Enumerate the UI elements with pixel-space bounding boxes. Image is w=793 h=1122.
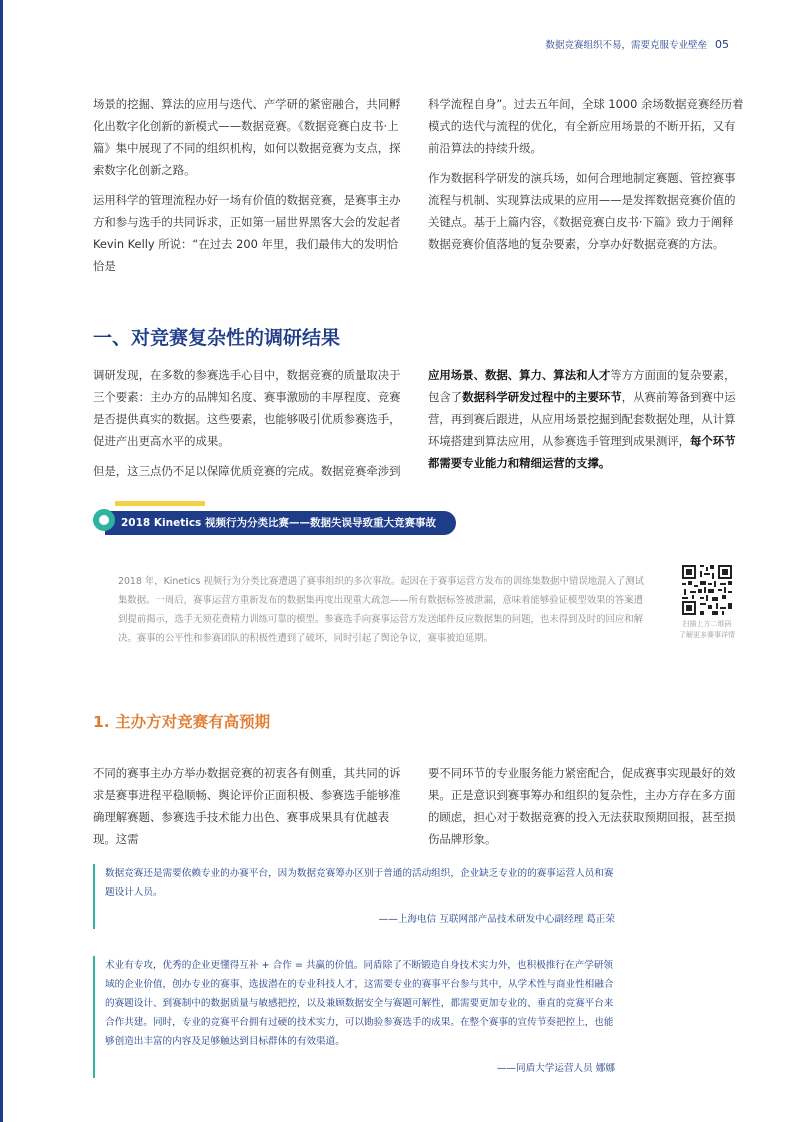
header-title: 数据竞赛组织不易，需要克服专业壁垒 xyxy=(545,40,707,51)
section2-left-column xyxy=(93,762,409,858)
intro-right-paragraph-1: 科学流程自身”。过去五年间，全球 1000 余场数据竞赛经历着模式的迭代与流程的优化，有全新应用场景的不断开拓，又有前沿算法的持续升级。 xyxy=(428,97,744,155)
left-edge-rule xyxy=(0,0,3,1122)
intro-left-column xyxy=(93,93,409,285)
section2-right-column xyxy=(428,762,744,858)
case-study-text: 2018 年，Kinetics 视频行为分类比赛遭遇了赛事组织的多次事故。起因在于赛事运营方发布的训练集数据中错误地混入了测试集数据。一周后，赛事运营方重新发布的数据集再度出现重大疏忽——所有数据标签被泄漏，意味着能够验证模型效果的答案遭到提前揭示，选手无须花费精力训练可靠的模型。参赛选手向赛事运营方发送邮件反应数据集的问题，也未得到及时的回应和解决。赛事的公平性和参赛团队的积极性遭到了破坏，同时引起了舆论争议，赛事被迫延期。 xyxy=(118,576,644,644)
quote-2-text: 术业有专攻，优秀的企业更懂得互补 + 合作 = 共赢的价值。同盾除了不断锻造自身技术实力外，也积极推行在产学研领域的企业价值，创办专业的赛事、选拔潜在的专业科技人才，这需要专业的赛事平台参与其中，从学术性与商业性相融合的赛题设计、到赛制中的数据质量与敏感把控，以及兼顾数据安全与赛题可解性，都需要更加专业的、垂直的竞赛平台来合作共建。同时，专业的竞赛平台拥有过硬的技术实力，可以勘验参赛选手的成果。在整个赛事的宣传节奏把控上，也能够创造出丰富的内容及足够触达到目标群体的有效渠道。 xyxy=(105,960,614,1047)
yellow-accent-bar xyxy=(115,501,205,506)
bold-phrase-process: 数据科学研发过程中的主要环节 xyxy=(462,390,622,404)
page-number: 05 xyxy=(715,38,729,51)
qr-caption: 扫描上方二维码 了解更多赛事详情 xyxy=(679,620,735,639)
section2-right-paragraph: 要不同环节的专业服务能力紧密配合，促成赛事实现最好的效果。正是意识到赛事筹办和组织的复杂性，主办方存在多方面的顾虑，担心对于数据竞赛的投入无法获取预期回报，甚至损伤品牌形象。 xyxy=(428,766,736,846)
bold-phrase-elements: 应用场景、数据、算力、算法和人才 xyxy=(428,368,611,382)
quote-2-attribution: ——同盾大学运营人员 娜娜 xyxy=(496,1063,615,1074)
quote-1-attribution: ——上海电信 互联网部产品技术研发中心副经理 葛正荣 xyxy=(378,914,615,925)
intro-left-paragraph-2: 运用科学的管理流程办好一场有价值的数据竞赛，是赛事主办方和参与选手的共同诉求，正如第一届世界黑客大会的发起者 Kevin Kelly 所说：“在过去 200 年里，我们最伟大的发明恰恰是 xyxy=(93,193,401,273)
text-run: ，从赛前筹备到赛中运营，再到赛后跟进，从应用场景挖掘到配套数据处理，从计算环境搭建到算法应用，从参赛选手管理到成果测评， xyxy=(428,390,736,448)
ring-icon xyxy=(93,509,115,531)
intro-right-column xyxy=(428,93,744,263)
quote-block-2 xyxy=(93,956,615,1078)
section1-left-column xyxy=(93,364,409,490)
text-run: 等方方面面的复杂要素，包含了 xyxy=(428,368,736,404)
section-heading-complexity: 一、对竞赛复杂性的调研结果 xyxy=(93,327,341,349)
section1-right-paragraph xyxy=(428,364,744,474)
intro-left-paragraph-1: 场景的挖掘、算法的应用与迭代、产学研的紧密融合，共同孵化出数字化创新的新模式——数据竞赛。《数据竞赛白皮书·上篇》集中展现了不同的组织机构，如何以数据竞赛为支点，探索数字化创新之路。 xyxy=(93,97,401,177)
section1-left-paragraph-2: 但是，这三点仍不足以保障优质竞赛的完成。数据竞赛牵涉到 xyxy=(93,464,401,478)
case-study-banner xyxy=(93,497,458,542)
subsection-heading-expectations: 1. 主办方对竞赛有高预期 xyxy=(93,713,271,731)
quote-1-text: 数据竞赛还是需要依赖专业的办赛平台，因为数据竞赛筹办区别于普通的活动组织，企业缺乏专业的的赛事运营人员和赛题设计人员。 xyxy=(105,868,614,898)
running-header xyxy=(545,37,729,51)
case-title-bar xyxy=(105,511,456,535)
section2-left-paragraph: 不同的赛事主办方举办数据竞赛的初衷各有侧重，其共同的诉求是赛事进程平稳顺畅、舆论评价正面积极、参赛选手能够准确理解赛题、参赛选手技术能力出色、赛事成果具有优越表现。这需 xyxy=(93,766,401,846)
bold-phrase-support: 每个环节都需要专业能力和精细运营的支撑。 xyxy=(428,434,736,470)
section1-right-column xyxy=(428,364,744,482)
quote-block-1 xyxy=(93,864,615,929)
qr-code-icon[interactable] xyxy=(682,565,732,615)
case-title: 2018 Kinetics 视频行为分类比赛——数据失误导致重大竞赛事故 xyxy=(121,517,436,529)
intro-right-paragraph-2: 作为数据科学研发的演兵场，如何合理地制定赛题、管控赛事流程与机制、实现算法成果的应用——是发挥数据竞赛价值的关键点。基于上篇内容，《数据竞赛白皮书·下篇》致力于阐释数据竞赛价值落地的复杂要素，分享办好数据竞赛的方法。 xyxy=(428,171,736,251)
section1-left-paragraph-1: 调研发现，在多数的参赛选手心目中，数据竞赛的质量取决于三个要素：主办方的品牌知名度、赛事激励的丰厚程度、竞赛是否提供真实的数据。这些要素，也能够吸引优质参赛选手，促进产出更高水平的成果。 xyxy=(93,368,401,448)
